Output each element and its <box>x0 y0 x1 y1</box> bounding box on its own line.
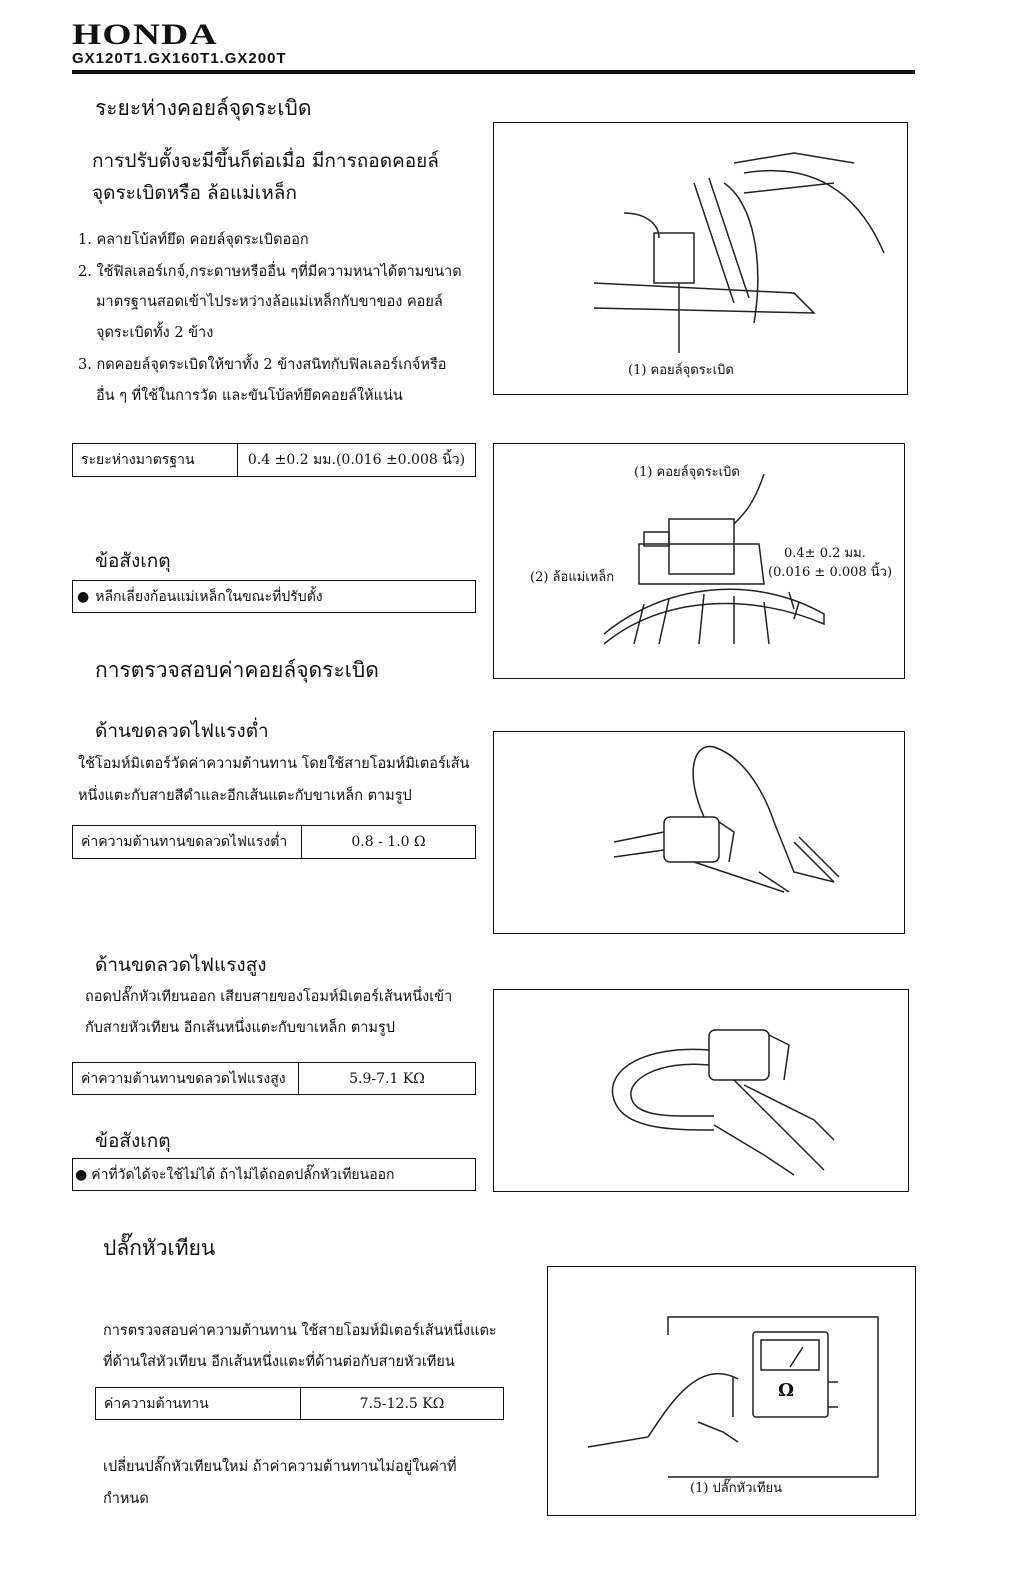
header-rule <box>72 70 915 74</box>
high-text-2: กับสายหัวเทียน อีกเส้นหนึ่งแตะกับขาเหล็ก ตามรูป <box>85 1020 395 1036</box>
plug-text-2: ที่ด้านใส่หัวเทียน อีกเส้นหนึ่งแตะที่ด้านต่อกับสายหัวเทียน <box>103 1354 455 1370</box>
step-2-cont2: จุดระเบิดทั้ง 2 ข้าง <box>96 325 214 341</box>
figure-air-gap <box>493 443 905 679</box>
step-3: 3. กดคอยล์จุดระเบิดให้ขาทั้ง 2 ข้างสนิทกับฟิลเลอร์เกจ์หรือ <box>78 357 447 373</box>
spec-value: 5.9-7.1 KΩ <box>298 1063 475 1094</box>
figure-caption: (1) คอยล์จุดระเบิด <box>628 363 734 378</box>
high-text-1: ถอดปลั๊กหัวเทียนออก เสียบสายของโอมห์มิเตอร์เส้นหนึ่งเข้า <box>85 989 453 1005</box>
section-title-gap: ระยะห่างคอยล์จุดระเบิด <box>95 96 312 120</box>
low-title: ด้านขดลวดไฟแรงต่ำ <box>95 720 269 742</box>
high-spec-table <box>72 1062 476 1095</box>
spec-value: 0.8 - 1.0 Ω <box>301 826 475 858</box>
gap-spec-table <box>72 443 476 477</box>
spec-label: ค่าความต้านทานขดลวดไฟแรงต่ำ <box>81 834 288 850</box>
spec-label: ระยะห่างมาตรฐาน <box>81 452 195 468</box>
label-flywheel: (2) ล้อแม่เหล็ก <box>530 570 615 585</box>
plug-footer-1: เปลี่ยนปลั๊กหัวเทียนใหม่ ถ้าค่าความต้านทานไม่อยู่ในค่าที่ <box>103 1459 457 1475</box>
spec-label: ค่าความต้านทาน <box>104 1395 209 1412</box>
model-numbers: GX120T1.GX160T1.GX200T <box>72 50 287 67</box>
plug-footer-2: กำหนด <box>103 1491 149 1507</box>
spec-value: 0.4 ±0.2 มม.(0.016 ±0.008 นิ้ว) <box>237 444 475 476</box>
section-title-check: การตรวจสอบค่าคอยล์จุดระเบิด <box>95 658 379 682</box>
figure-plug-cap-test <box>547 1266 916 1516</box>
bullet-icon: ● <box>75 1166 88 1183</box>
figure-high-voltage-test <box>493 989 909 1192</box>
note-title: ข้อสังเกตุ <box>95 550 171 572</box>
honda-logo: HONDA <box>72 18 218 51</box>
label-gap-inch: (0.016 ± 0.008 นิ้ว) <box>768 565 893 580</box>
gap-subtitle-1: การปรับตั้งจะมีขึ้นก็ต่อเมื่อ มีการถอดคอยล์ <box>92 150 439 172</box>
note-title-2: ข้อสังเกตุ <box>95 1130 171 1152</box>
step-2-cont: มาตรฐานสอดเข้าไประหว่างล้อแม่เหล็กกับขาของ คอยล์ <box>96 294 443 310</box>
coil-engine-illustration <box>494 123 907 394</box>
label-gap-mm: 0.4± 0.2 มม. <box>784 546 866 561</box>
figure-low-voltage-test <box>493 731 905 934</box>
step-3-cont: อื่น ๆ ที่ใช้ในการวัด และขันโบ้ลท์ยึดคอยล์ให้แน่น <box>96 388 403 404</box>
note-text: หลีกเลี่ยงก้อนแม่เหล็กในขณะที่ปรับตั้ง <box>95 588 323 605</box>
bullet-icon: ● <box>77 588 90 605</box>
step-2: 2. ใช้ฟิลเลอร์เกจ์,กระดาษหรืออื่น ๆที่มีความหนาได้ตามขนาด <box>78 264 462 280</box>
high-voltage-test-illustration <box>494 990 908 1191</box>
gap-subtitle-2: จุดระเบิดหรือ ล้อแม่เหล็ก <box>92 182 297 204</box>
low-voltage-test-illustration <box>494 732 904 933</box>
note-box <box>72 580 476 613</box>
low-spec-table <box>72 825 476 859</box>
note-box-2 <box>72 1158 476 1191</box>
label-ignition-coil: (1) คอยล์จุดระเบิด <box>634 465 740 480</box>
section-title-plug: ปลั๊กหัวเทียน <box>103 1236 216 1260</box>
spec-value: 7.5-12.5 KΩ <box>300 1388 503 1419</box>
ohm-symbol: Ω <box>778 1380 795 1401</box>
figure-coil-location <box>493 122 908 395</box>
step-1: 1. คลายโบ้ลท์ยึด คอยล์จุดระเบิดออก <box>78 232 309 248</box>
plug-spec-table <box>95 1387 504 1420</box>
note-text: ค่าที่วัดได้จะใช้ไม่ได้ ถ้าไม่ได้ถอดปลั๊กหัวเทียนออก <box>91 1166 395 1183</box>
figure-caption: (1) ปลั๊กหัวเทียน <box>690 1481 783 1496</box>
low-text-1: ใช้โอมห์มิเตอร์วัดค่าความต้านทาน โดยใช้สายโอมห์มิเตอร์เส้น <box>78 756 470 772</box>
low-text-2: หนึ่งแตะกับสายสีดำและอีกเส้นแตะกับขาเหล็ก ตามรูป <box>78 788 412 804</box>
plug-text-1: การตรวจสอบค่าความต้านทาน ใช้สายโอมห์มิเตอร์เส้นหนึ่งแตะ <box>103 1323 497 1339</box>
spec-label: ค่าความต้านทานขดลวดไฟแรงสูง <box>81 1070 286 1087</box>
high-title: ด้านขดลวดไฟแรงสูง <box>95 954 267 976</box>
